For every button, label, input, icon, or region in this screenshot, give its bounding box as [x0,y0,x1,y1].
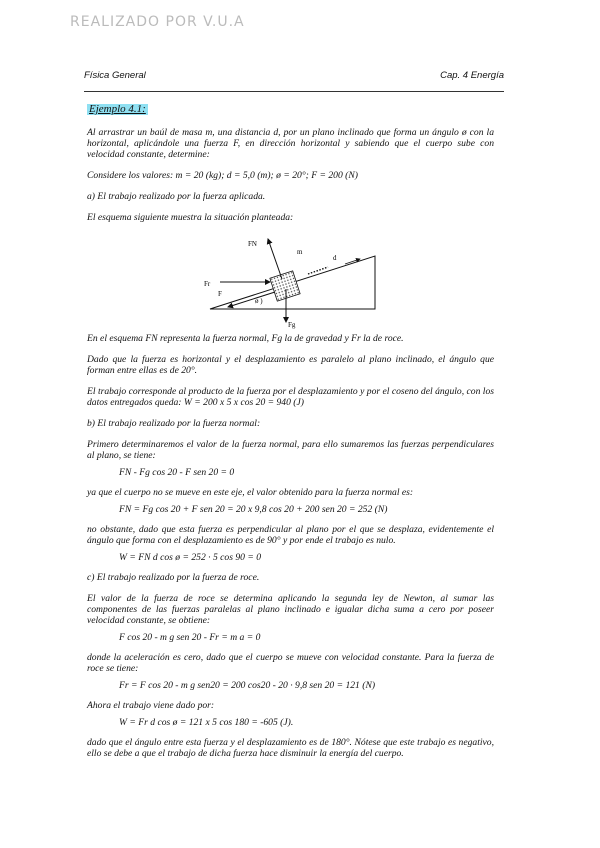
paragraph-work-a: El trabajo corresponde al producto de la fuerza por el desplazamiento y por el coseno del ángulo, con los datos entregados queda: W = 200 x 5 x cos 20 = 940 (J) [87,386,494,408]
header-right: Cap. 4 Energía [440,70,504,81]
label-d: d [333,254,337,262]
paragraph-angle: Dado que la fuerza es horizontal y el desplazamiento es paralelo al plano inclinado, el ángulo que forman entre ellas es de 20°. [87,354,494,376]
inclined-plane-diagram [200,234,385,329]
paragraph-friction-intro: El valor de la fuerza de roce se determina aplicando la segunda ley de Newton, al sumar las componentes de las fuerzas paralelas al plano inclinado e igualar dicha suma a cero por poseer velocidad constante, se obtiene: [87,593,494,626]
example-title: Ejemplo 4.1: [89,103,146,115]
page-header [84,70,504,81]
label-fr: Fr [204,280,211,288]
paragraph-part-c: c) El trabajo realizado por la fuerza de roce. [87,572,260,583]
equation-5: Fr = F cos 20 - m g sen20 = 200 cos20 - 20 · 9,8 sen 20 = 121 (N) [119,680,376,691]
paragraph-friction-value: donde la aceleración es cero, dado que el cuerpo se mueve con velocidad constante. Para la fuerza de roce se tiene: [87,652,494,674]
equation-1: FN - Fg cos 20 - F sen 20 = 0 [119,467,235,478]
paragraph-scheme-legend: En el esquema FN representa la fuerza normal, Fg la de gravedad y Fr la de roce. [87,333,404,344]
paragraph-normal-value: ya que el cuerpo no se mueve en este eje, el valor obtenido para la fuerza normal es: [87,487,414,498]
label-fg: Fg [288,321,296,329]
paragraph-part-b: b) El trabajo realizado por la fuerza normal: [87,418,261,429]
normal-force-arrow [268,239,282,279]
paragraph-conclusion: dado que el ángulo entre esta fuerza y el desplazamiento es de 180°. Nótese que este trabajo es negativo, ello se debe a que el trabajo de dicha fuerza hace disminuir la energía del cuerpo. [87,737,494,759]
paragraph-values: Considere los valores: m = 20 (kg); d = 5,0 (m); ø = 20°; F = 200 (N) [87,170,358,181]
watermark: REALIZADO POR V.U.A [70,14,245,30]
label-m: m [297,248,303,256]
equation-3: W = FN d cos ø = 252 · 5 cos 90 = 0 [119,552,261,563]
label-fn: FN [248,240,257,248]
label-angle: ø ) [255,297,263,305]
header-left: Física General [84,70,146,81]
paragraph-statement: Al arrastrar un baúl de masa m, una distancia d, por un plano inclinado que forma un ángulo ø con la horizontal, aplicándole una fuerza F, en dirección horizontal y sabiendo que el cuerpo sube con velocidad constante, determine: [87,127,494,160]
paragraph-normal-intro: Primero determinaremos el valor de la fuerza normal, para ello sumaremos las fuerzas perpendiculares al plano, se tiene: [87,439,494,461]
equation-2: FN = Fg cos 20 + F sen 20 = 20 x 9,8 cos 20 + 200 sen 20 = 252 (N) [119,504,388,515]
paragraph-work-intro: Ahora el trabajo viene dado por: [87,700,215,711]
paragraph-scheme-intro: El esquema siguiente muestra la situación planteada: [87,212,294,223]
paragraph-part-a: a) El trabajo realizado por la fuerza aplicada. [87,191,266,202]
equation-6: W = Fr d cos ø = 121 x 5 cos 180 = -605 (J). [119,717,294,728]
header-rule [84,91,504,92]
block-mass [270,271,300,301]
friction-force-arrow [228,292,275,307]
paragraph-normal-work: no obstante, dado que esta fuerza es perpendicular al plano por el que se desplaza, evidentemente el ángulo que forma con el desplazamiento es de 90° y por ende el trabajo es nulo. [87,524,494,546]
label-f: F [218,290,222,298]
displacement-dashes [308,267,328,274]
equation-4: F cos 20 - m g sen 20 - Fr = m a = 0 [119,632,261,643]
document-body [87,104,494,769]
